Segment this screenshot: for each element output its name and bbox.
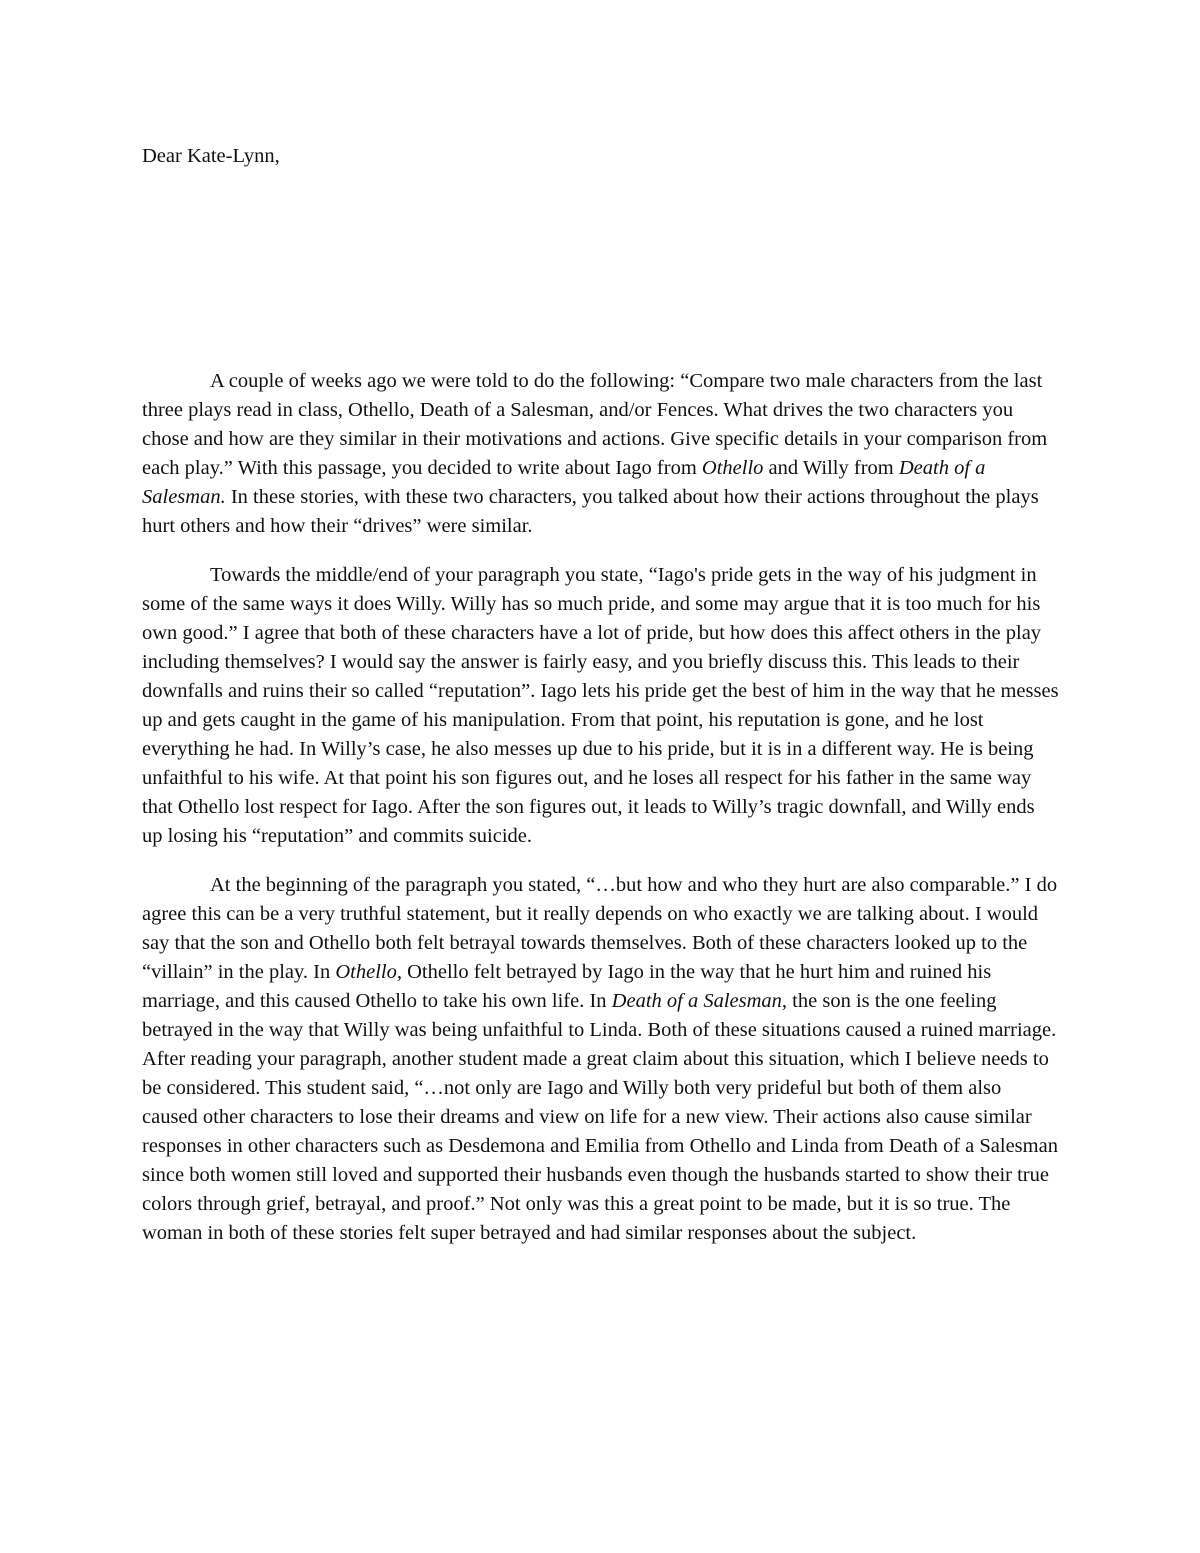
salutation: Dear Kate-Lynn, bbox=[142, 145, 280, 167]
letter-body bbox=[142, 367, 1060, 1268]
paragraph-2: Towards the middle/end of your paragraph you state, “Iago's pride gets in the way of his judgment in some of the same ways it does Willy. Willy has so much pride, and some may argue that it is too much for his own good.” I agree that both of these characters have a lot of pride, but how does this affect others in the play including themselves? I would say the answer is fairly easy, and you briefly discuss this. This leads to their downfalls and ruins their so called “reputation”. Iago lets his pride get the best of him in the way that he messes up and gets caught in the game of his manipulation. From that point, his reputation is gone, and he lost everything he had. In Willy’s case, he also messes up due to his pride, but it is in a different way. He is being unfaithful to his wife. At that point his son figures out, and he loses all respect for his father in the same way that Othello lost respect for Iago. After the son figures out, it leads to Willy’s tragic downfall, and Willy ends up losing his “reputation” and commits suicide. bbox=[142, 564, 1059, 847]
paragraph-1 bbox=[142, 367, 1060, 541]
paragraph-1-text: A couple of weeks ago we were told to do the following: “Compare two male characters from the last three plays read in class, Othello, Death of a Salesman, and/or Fences. What drives the two characters you chose and how are they similar in their motivations and actions. Give specific details in your comparison from each play.” With this passage, you decided to write about Iago from bbox=[142, 370, 1048, 479]
play-title-othello: Othello bbox=[701, 457, 764, 479]
paragraph-3-text: At the beginning of the paragraph you stated, “…but how and who they hurt are also comparable.” I do agree this can be a very truthful statement, but it really depends on who exactly we are talking about. I would say that the son and Othello both felt betrayal towards themselves. Both of these characters looked up to the “villain” in the play. In bbox=[142, 874, 1058, 983]
play-title-death-of-a-salesman: Death of a Salesman, bbox=[611, 990, 788, 1012]
paragraph-1-text: and Willy from bbox=[763, 457, 899, 479]
paragraph-3-text: the son is the one feeling betrayed in the way that Willy was being unfaithful to Linda. Both of these situations caused a ruined marriage. After reading your paragraph, another student made a great claim about this situation, which I believe needs to be considered. This student said, “…not only are Iago and Willy both very prideful but both of them also caused other characters to lose their dreams and view on life for a new view. Their actions also cause similar responses in other characters such as Desdemona and Emilia from Othello and Linda from Death of a Salesman since both women still loved and supported their husbands even though the husbands started to show their true colors through grief, betrayal, and proof.” Not only was this a great point to be made, but it is so true. The woman in both of these stories felt super betrayed and had similar responses about the subject. bbox=[142, 990, 1058, 1244]
paragraph-1-text: In these stories, with these two characters, you talked about how their actions throughout the plays hurt others and how their “drives” were similar. bbox=[142, 486, 1039, 537]
paragraph-3 bbox=[142, 871, 1060, 1248]
paragraph-3-text: Othello felt betrayed by Iago in the way that he hurt him and ruined his marriage, and this caused Othello to take his own life. In bbox=[142, 961, 992, 1012]
play-title-death-of-a-salesman: Death of a Salesman. bbox=[142, 457, 986, 508]
play-title-othello: Othello, bbox=[335, 961, 402, 983]
